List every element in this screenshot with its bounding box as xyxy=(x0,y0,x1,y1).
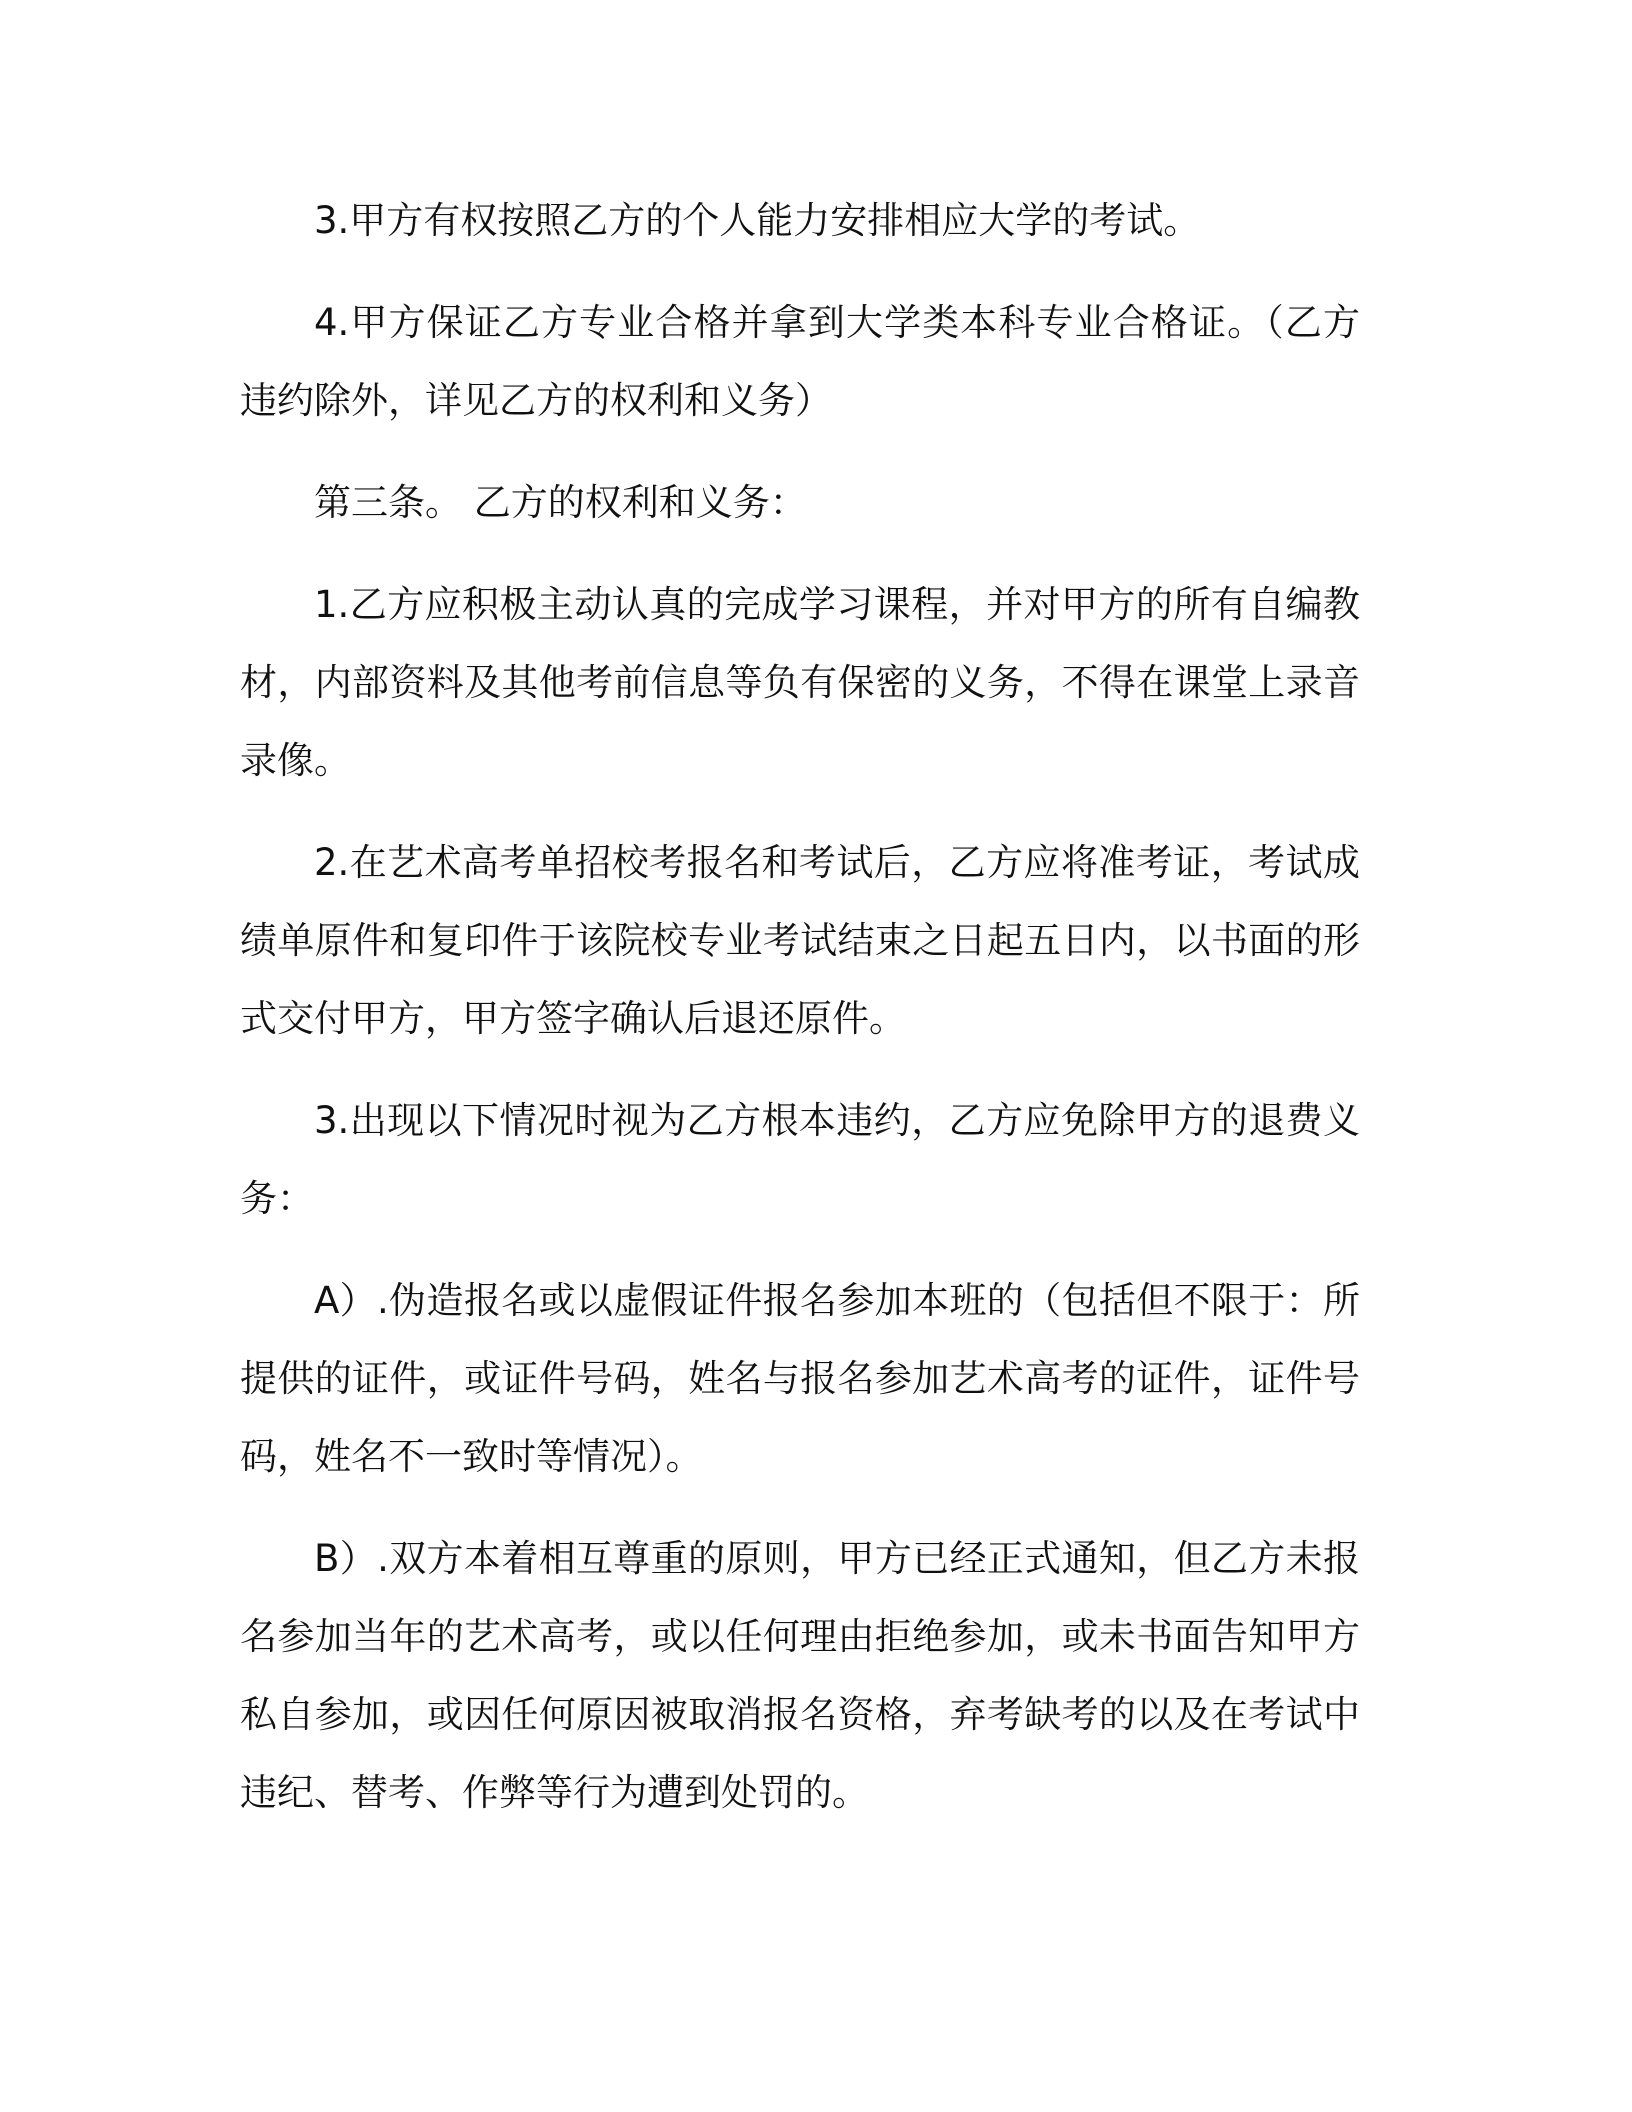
clause-4-qualification-guarantee: 4.甲方保证乙方专业合格并拿到大学类本科专业合格证。（乙方违约除外，详见乙方的权利和义务） xyxy=(240,301,1360,422)
document-body xyxy=(240,182,1360,1856)
clause-1-confidentiality: 1.乙方应积极主动认真的完成学习课程，并对甲方的所有自编教材，内部资料及其他考前信息等负有保密的义务，不得在课堂上录音录像。 xyxy=(240,583,1360,782)
clause-3a-forgery: A）.伪造报名或以虚假证件报名参加本班的（包括但不限于：所提供的证件，或证件号码，姓名与报名参加艺术高考的证件，证件号码，姓名不一致时等情况）。 xyxy=(240,1279,1360,1478)
clause-3-breach-conditions: 3.出现以下情况时视为乙方根本违约，乙方应免除甲方的退费义务： xyxy=(240,1099,1360,1220)
clause-3b-nonparticipation: B）.双方本着相互尊重的原则，甲方已经正式通知，但乙方未报名参加当年的艺术高考，或以任何理由拒绝参加，或未书面告知甲方私自参加，或因任何原因被取消报名资格，弃考缺考的以及在考试中违纪、替考、作弊等行为遭到处罚的。 xyxy=(240,1537,1360,1814)
article-3-heading: 第三条。 乙方的权利和义务： xyxy=(314,481,807,524)
clause-2-documents-delivery: 2.在艺术高考单招校考报名和考试后，乙方应将准考证，考试成绩单原件和复印件于该院校专业考试结束之日起五日内，以书面的形式交付甲方，甲方签字确认后退还原件。 xyxy=(240,841,1360,1040)
clause-3-exam-arrangement: 3.甲方有权按照乙方的个人能力安排相应大学的考试。 xyxy=(314,199,1201,242)
